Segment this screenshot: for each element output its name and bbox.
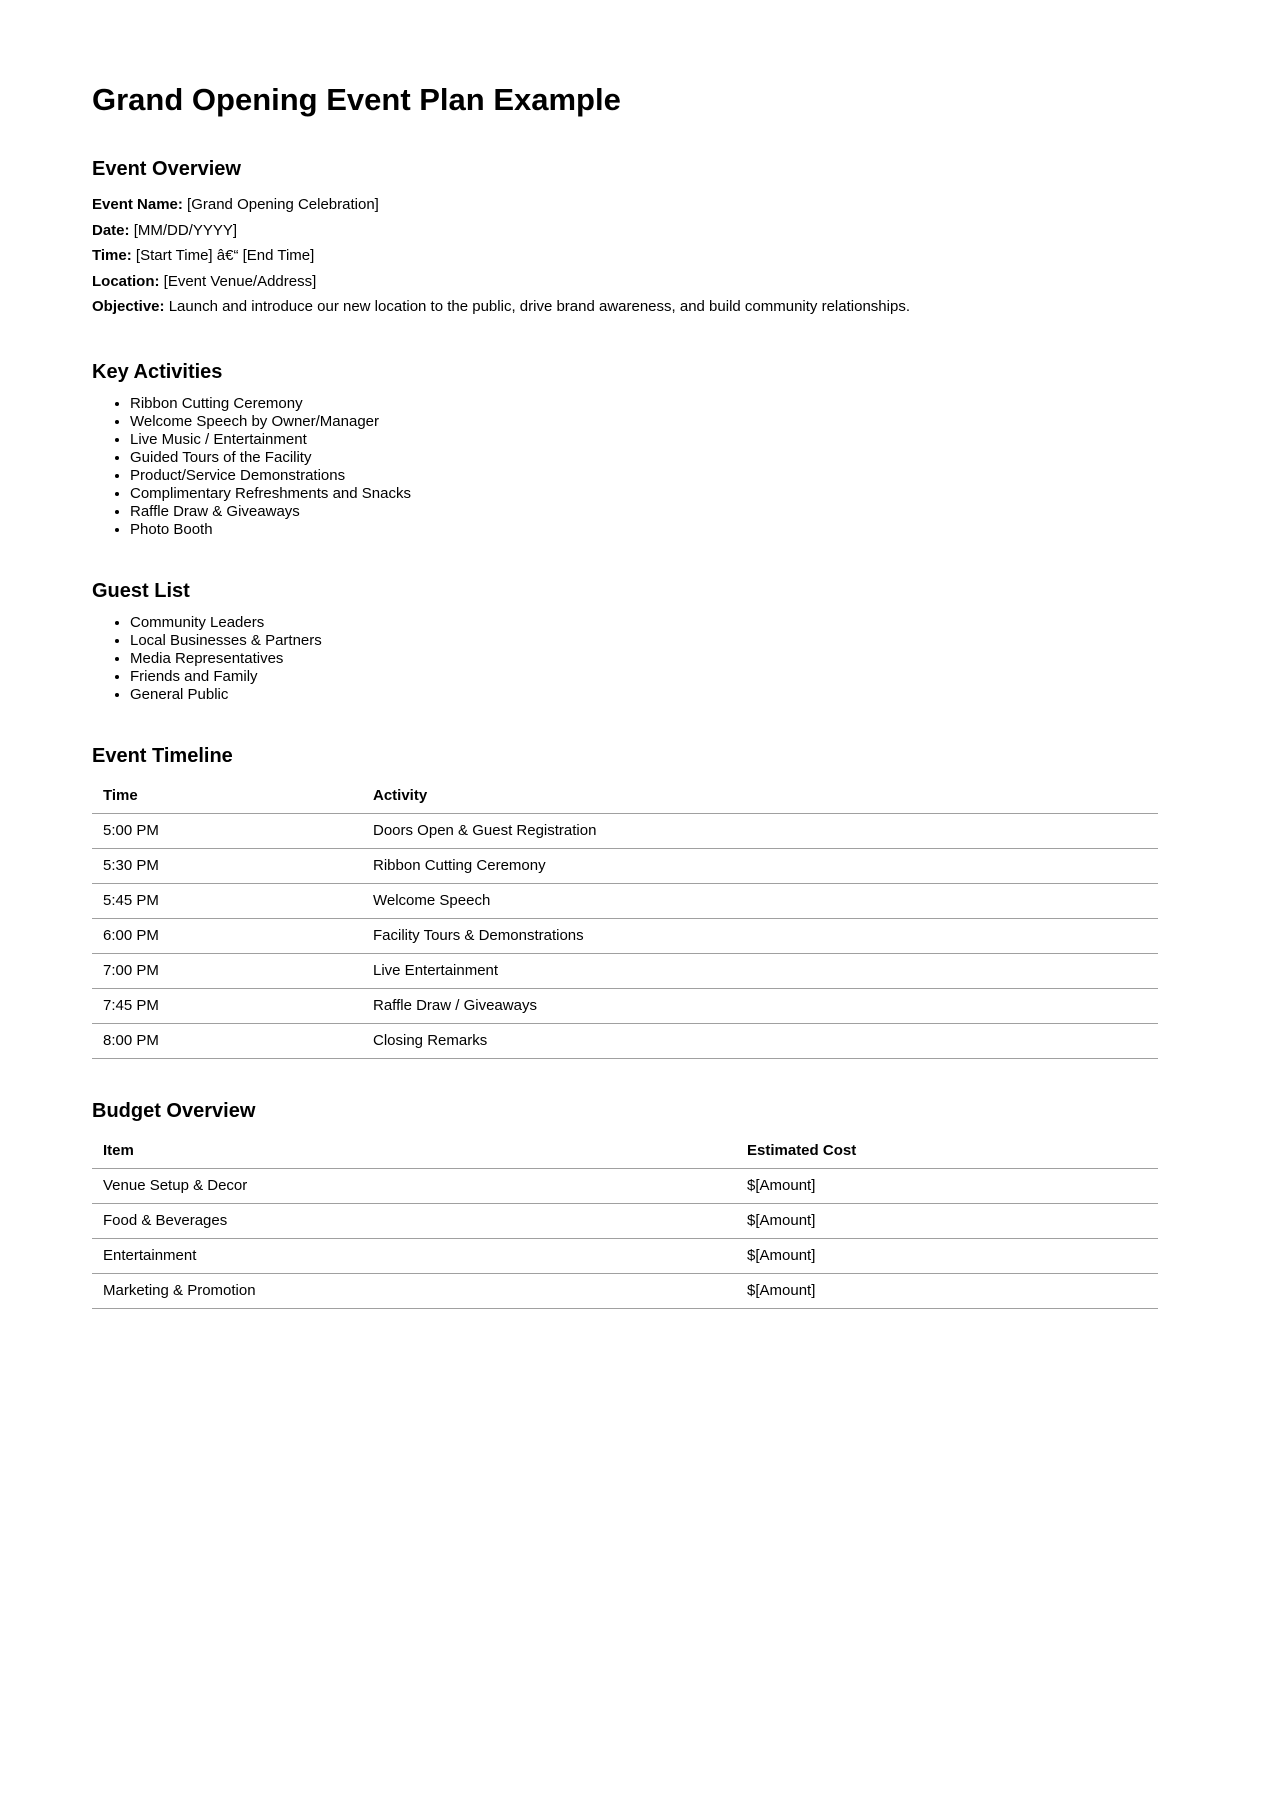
table-cell-activity: Welcome Speech bbox=[362, 883, 1158, 918]
table-header-row bbox=[92, 1134, 1158, 1169]
column-header-activity: Activity bbox=[362, 779, 1158, 814]
table-cell-item: Entertainment bbox=[92, 1238, 736, 1273]
list-item: • Guided Tours of the Facility bbox=[130, 449, 1158, 467]
list-item: • General Public bbox=[130, 686, 1158, 704]
field-value: [Event Venue/Address] bbox=[163, 272, 317, 290]
table-cell-cost: $[Amount] bbox=[736, 1203, 1158, 1238]
field-time bbox=[92, 243, 1158, 269]
table-cell-time: 5:45 PM bbox=[92, 883, 362, 918]
field-event-name bbox=[92, 192, 1158, 218]
table-row bbox=[92, 1168, 1158, 1203]
field-value: [Grand Opening Celebration] bbox=[187, 196, 379, 213]
key-activities-list bbox=[92, 395, 1158, 539]
list-item: • Friends and Family bbox=[130, 668, 1158, 686]
list-item: • Raffle Draw & Giveaways bbox=[130, 503, 1158, 521]
guest-list bbox=[92, 614, 1158, 704]
section-heading-key-activities: Key Activities bbox=[92, 360, 223, 383]
table-cell-activity: Closing Remarks bbox=[362, 1023, 1158, 1058]
table-cell-cost: $[Amount] bbox=[736, 1168, 1158, 1203]
page-title: Grand Opening Event Plan Example bbox=[92, 82, 621, 117]
field-label: Event Name: bbox=[92, 196, 183, 213]
event-overview-block bbox=[92, 192, 1158, 320]
section-heading-event-overview: Event Overview bbox=[92, 158, 241, 180]
field-label: Date: bbox=[92, 221, 130, 239]
list-item: • Ribbon Cutting Ceremony bbox=[130, 395, 1158, 413]
table-cell-cost: $[Amount] bbox=[736, 1238, 1158, 1273]
table-row bbox=[92, 988, 1158, 1023]
table-cell-activity: Facility Tours & Demonstrations bbox=[362, 918, 1158, 953]
field-objective bbox=[92, 294, 1158, 320]
column-header-estimated-cost: Estimated Cost bbox=[736, 1134, 1158, 1169]
table-cell-item: Food & Beverages bbox=[92, 1203, 736, 1238]
field-date bbox=[92, 218, 1158, 244]
table-row bbox=[92, 953, 1158, 988]
table-cell-time: 5:30 PM bbox=[92, 848, 362, 883]
column-header-time: Time bbox=[92, 779, 362, 814]
table-row bbox=[92, 848, 1158, 883]
table-row bbox=[92, 1273, 1158, 1308]
column-header-item: Item bbox=[92, 1134, 736, 1169]
table-row bbox=[92, 813, 1158, 848]
list-item: • Photo Booth bbox=[130, 521, 1158, 539]
field-label: Objective: bbox=[92, 298, 165, 315]
table-cell-activity: Raffle Draw / Giveaways bbox=[362, 988, 1158, 1023]
section-heading-budget-overview: Budget Overview bbox=[92, 1099, 256, 1122]
section-heading-guest-list: Guest List bbox=[92, 579, 190, 602]
table-row bbox=[92, 1203, 1158, 1238]
table-cell-activity: Doors Open & Guest Registration bbox=[362, 813, 1158, 848]
table-cell-item: Marketing & Promotion bbox=[92, 1273, 736, 1308]
list-item: • Complimentary Refreshments and Snacks bbox=[130, 485, 1158, 503]
table-row bbox=[92, 883, 1158, 918]
list-item: • Community Leaders bbox=[130, 614, 1158, 632]
document-content bbox=[92, 83, 1158, 1309]
list-item: • Local Businesses & Partners bbox=[130, 632, 1158, 650]
list-item: • Welcome Speech by Owner/Manager bbox=[130, 413, 1158, 431]
field-location bbox=[92, 269, 1158, 295]
table-cell-time: 6:00 PM bbox=[92, 918, 362, 953]
field-label: Location: bbox=[92, 272, 160, 290]
table-cell-activity: Live Entertainment bbox=[362, 953, 1158, 988]
field-value: [Start Time] â€“ [End Time] bbox=[135, 247, 315, 264]
field-label: Time: bbox=[92, 247, 132, 264]
event-timeline-table bbox=[92, 779, 1158, 1059]
table-cell-time: 5:00 PM bbox=[92, 813, 362, 848]
table-cell-time: 7:45 PM bbox=[92, 988, 362, 1023]
table-row bbox=[92, 1023, 1158, 1058]
table-cell-activity: Ribbon Cutting Ceremony bbox=[362, 848, 1158, 883]
budget-overview-table bbox=[92, 1134, 1158, 1309]
table-cell-time: 8:00 PM bbox=[92, 1023, 362, 1058]
table-cell-cost: $[Amount] bbox=[736, 1273, 1158, 1308]
section-heading-event-timeline: Event Timeline bbox=[92, 744, 233, 767]
table-row bbox=[92, 1238, 1158, 1273]
table-cell-item: Venue Setup & Decor bbox=[92, 1168, 736, 1203]
table-row bbox=[92, 918, 1158, 953]
table-header-row bbox=[92, 779, 1158, 814]
list-item: • Media Representatives bbox=[130, 650, 1158, 668]
field-value: Launch and introduce our new location to the public, drive brand awareness, and build community relationships. bbox=[168, 298, 910, 315]
table-cell-time: 7:00 PM bbox=[92, 953, 362, 988]
field-value: [MM/DD/YYYY] bbox=[133, 221, 238, 239]
list-item: • Live Music / Entertainment bbox=[130, 431, 1158, 449]
list-item: • Product/Service Demonstrations bbox=[130, 467, 1158, 485]
